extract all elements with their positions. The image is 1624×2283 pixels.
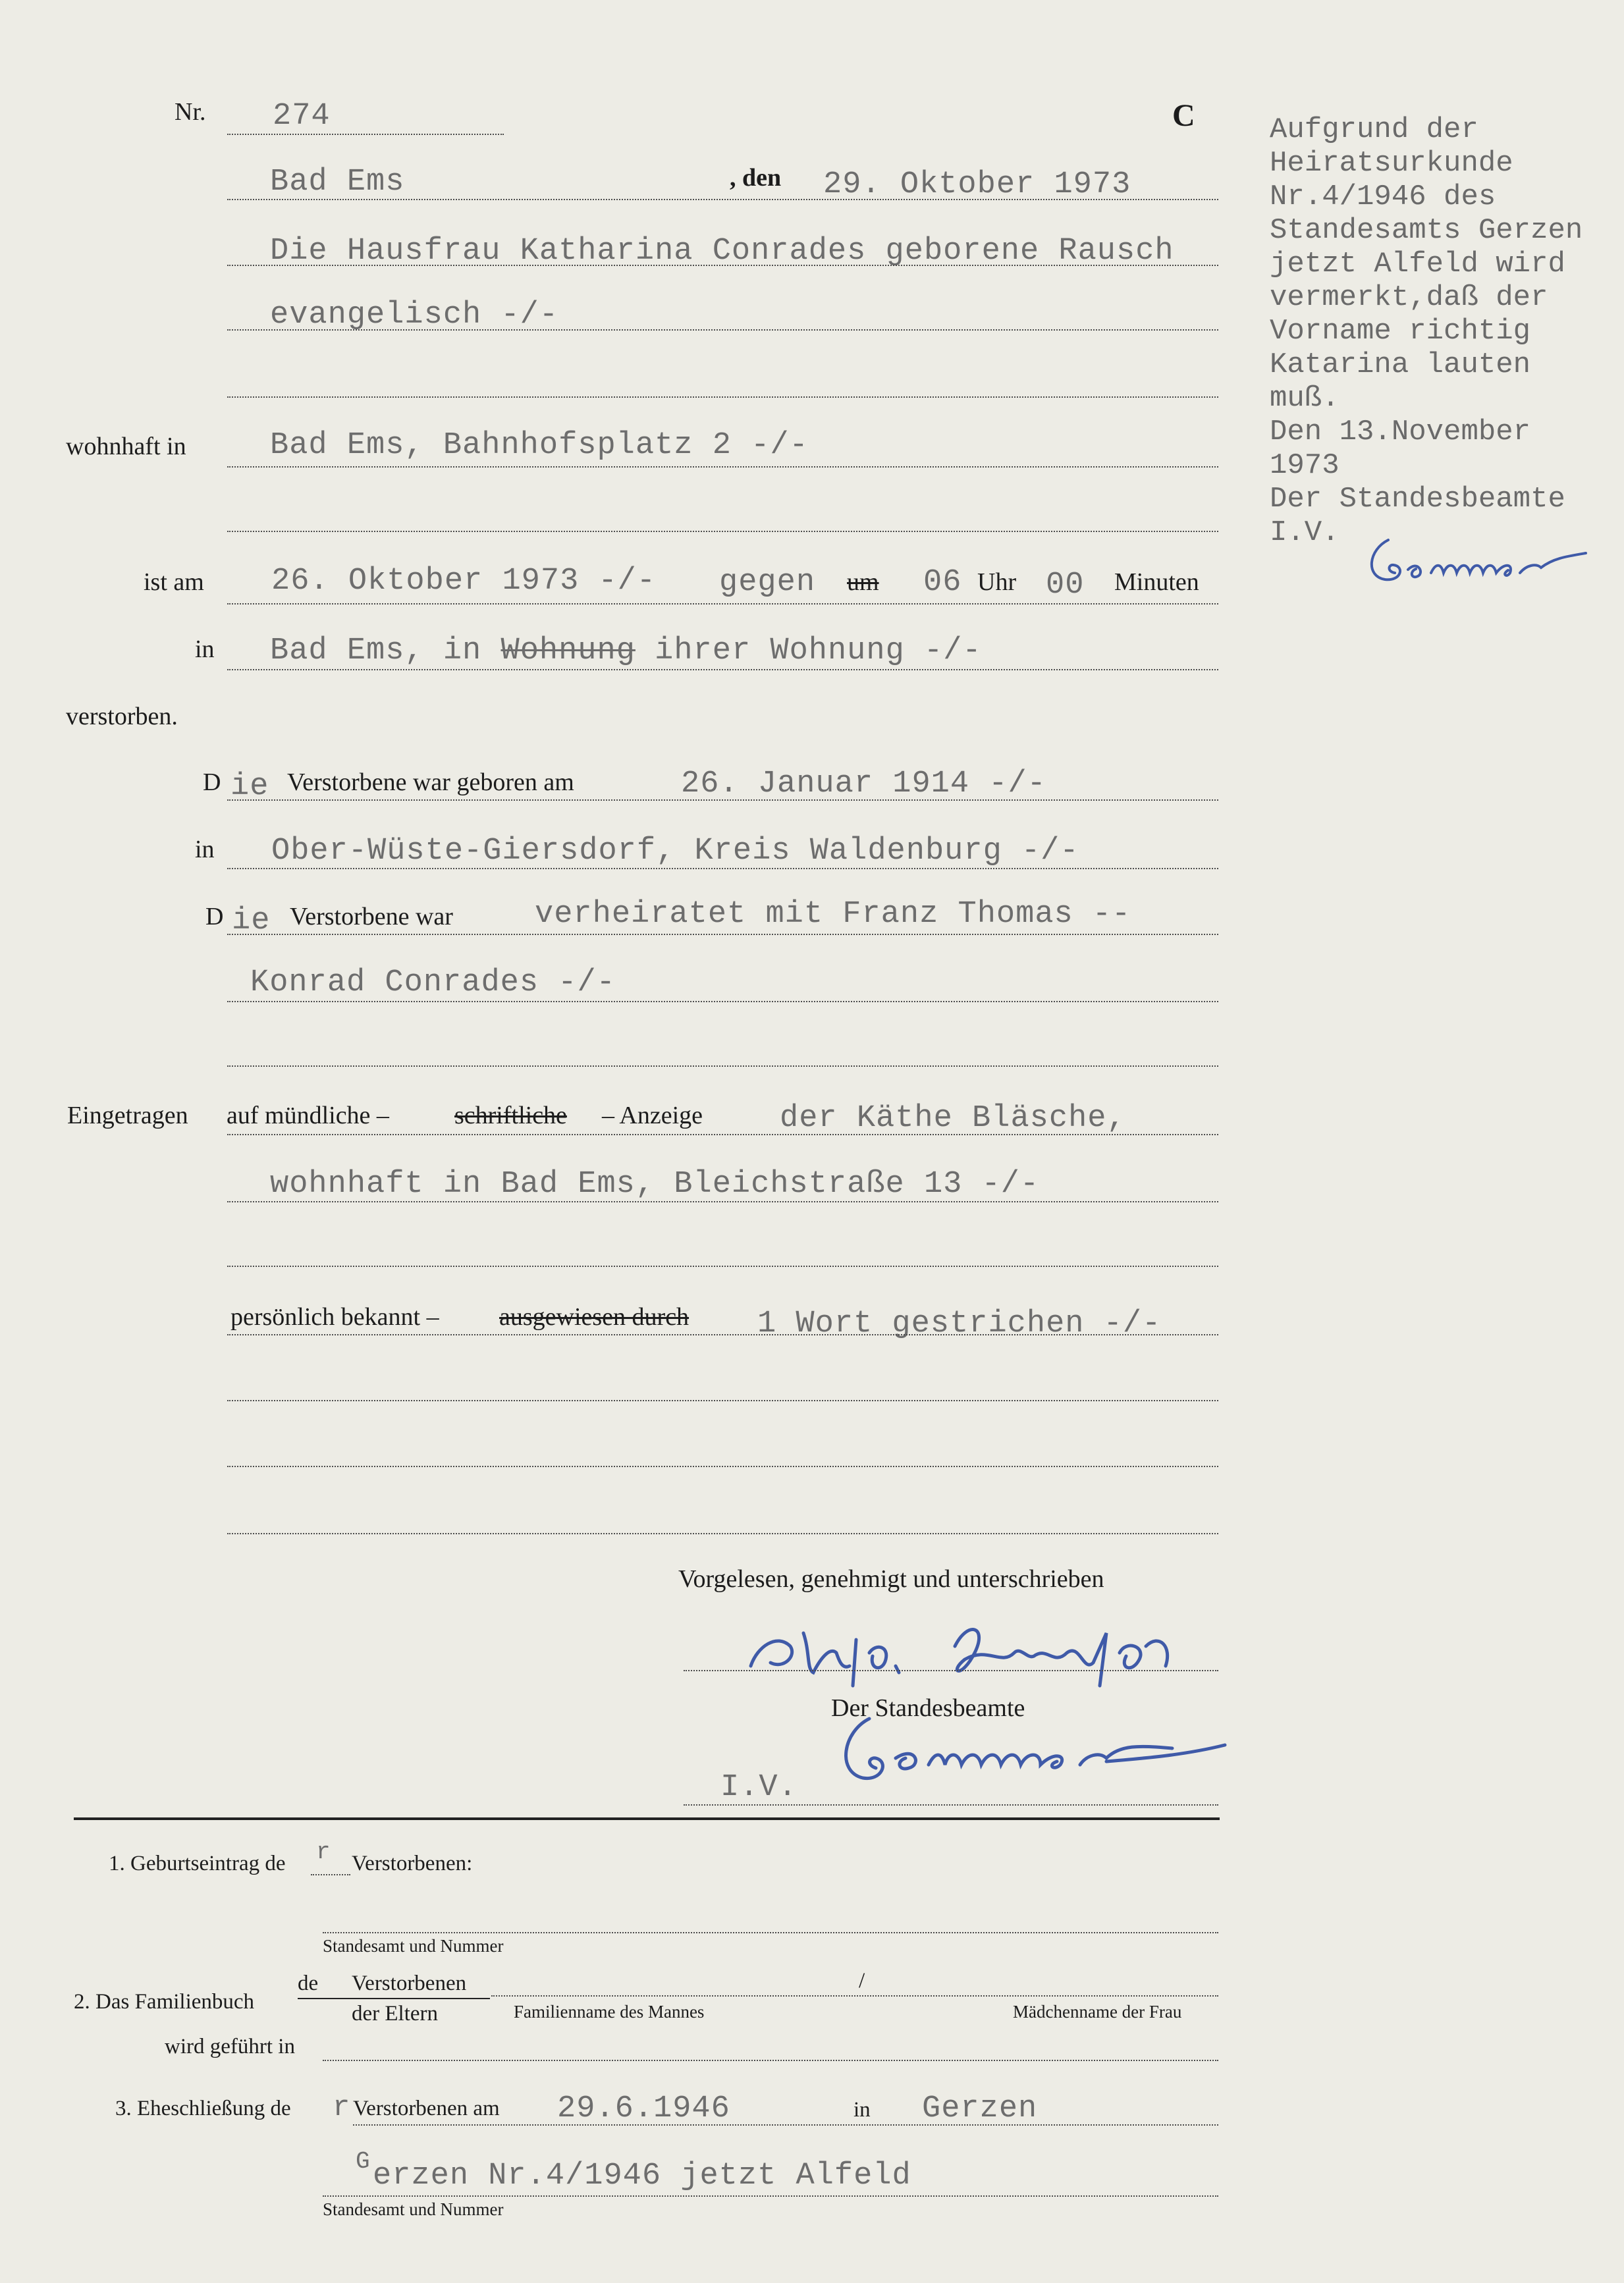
registration-written-struck: schriftliche [454,1102,567,1129]
place: Bad Ems [270,165,405,200]
standesamt-label-2: Standesamt und Nummer [323,2199,504,2219]
marriage-entry-rule [353,2124,1218,2126]
known-label: persönlich bekannt – [230,1303,439,1331]
marriage-d-suffix: ie [232,903,271,938]
blank-rule-2 [227,531,1218,532]
known-struck: ausgewiesen durch [499,1303,690,1331]
residence-label: wohnhaft in [66,433,186,460]
death-place-rule [227,669,1218,670]
birth-entry-label: 1. Geburtseintrag de [109,1852,286,1875]
margin-line: 1973 [1270,449,1340,482]
marriage-registry-g: G [356,2148,371,2175]
minuten-label: Minuten [1114,568,1199,596]
death-date: 26. Oktober 1973 -/- [271,564,657,599]
religion: evangelisch -/- [270,298,559,333]
marriage-registry-rule [323,2195,1218,2197]
maiden-name-label: Mädchenname der Frau [1013,2002,1182,2022]
death-minutes: 00 [1046,568,1085,603]
date-rule [227,199,1218,200]
informant-signature-rule [684,1670,1218,1671]
verstorben-label: verstorben. [66,703,178,730]
margin-signature [1362,527,1606,586]
birth-date-rule [227,799,1218,801]
death-date-rule [227,603,1218,604]
margin-line: Standesamts Gerzen [1270,214,1583,247]
register-letter: C [1172,98,1195,133]
informant-2: wohnhaft in Bad Ems, Bleichstraße 13 -/- [270,1167,1040,1202]
kept-in-label: wird geführt in [165,2035,295,2058]
blank-rule-4 [227,1266,1218,1267]
margin-line: vermerkt,daß der [1270,281,1548,314]
marriage-rule-1 [227,934,1218,935]
birth-label: Verstorbene war geboren am [287,768,574,796]
birth-place-rule [227,868,1218,869]
death-place-prefix: Bad Ems, in [270,633,482,668]
residence: Bad Ems, Bahnhofsplatz 2 -/- [270,428,809,463]
marriage-value-2: Konrad Conrades -/- [250,965,616,1000]
death-place-label: in [195,635,215,663]
marriage-registry: erzen Nr.4/1946 jetzt Alfeld [373,2159,911,2193]
birth-entry-rule [323,1932,1218,1933]
margin-line: Nr.4/1946 des [1270,180,1496,213]
family-book-slash: / [859,1969,865,1993]
blank-rule-1 [227,396,1218,398]
informant-rule-2 [227,1201,1218,1202]
marriage-label: Verstorbene war [290,903,453,930]
kept-in-rule [323,2060,1218,2061]
family-book-fraction-line [298,1998,490,1999]
birth-entry-suffix: Verstorbenen: [352,1852,473,1875]
marriage-entry-suffix: Verstorbenen am [353,2097,500,2120]
footer-divider [74,1817,1220,1820]
death-date-label: ist am [144,568,204,596]
entry-date: 29. Oktober 1973 [823,167,1131,202]
death-place [270,633,982,668]
margin-line: Aufgrund der [1270,113,1478,146]
marriage-entry-in: in [853,2098,871,2122]
registration-anzeige-label: – Anzeige [602,1102,703,1129]
blank-rule-6 [227,1466,1218,1467]
registration-label: Eingetragen [67,1102,188,1129]
margin-line: jetzt Alfeld wird [1270,248,1565,281]
iv-label: I.V. [720,1770,798,1805]
residence-rule [227,466,1218,468]
death-hour: 06 [923,565,962,600]
blank-rule-5 [227,1400,1218,1401]
birth-date: 26. Januar 1914 -/- [681,766,1046,801]
birth-d-letter: D [203,768,221,796]
marriage-entry-place: Gerzen [922,2091,1038,2126]
marriage-value-1: verheiratet mit Franz Thomas -- [535,897,1131,932]
name-rule [227,265,1218,266]
margin-line: Vorname richtig [1270,315,1531,348]
death-place-struck: Wohnung [501,633,636,668]
birth-place: Ober-Wüste-Giersdorf, Kreis Waldenburg -/- [271,834,1079,869]
nr-value: 274 [273,99,331,134]
husband-surname-label: Familienname des Mannes [514,2002,705,2022]
margin-line: Den 13.November [1270,416,1531,448]
margin-note [1270,113,1583,550]
uhr-label: Uhr [977,568,1017,596]
margin-line: Katarina lauten [1270,348,1531,381]
birth-d-suffix: ie [230,769,269,804]
margin-line: I.V. [1270,516,1340,549]
informant-rule-1 [227,1134,1218,1135]
den-label: , den [730,164,782,192]
birth-place-label: in [195,836,215,863]
person-name-line: Die Hausfrau Katharina Conrades geborene Rausch [270,234,1174,269]
registrar-signature [830,1699,1238,1798]
nr-rule [227,134,504,135]
margin-line: muß. [1270,382,1340,415]
marriage-entry-label: 3. Eheschließung de [115,2097,291,2120]
read-approved-label: Vorgelesen, genehmigt und unterschrieben [678,1565,1104,1593]
nr-label: Nr. [175,98,206,126]
registrar-label: Der Standesbeamte [831,1694,1025,1722]
family-book-deceased: Verstorbenen [352,1972,467,1995]
marriage-rule-2 [227,1001,1218,1002]
margin-line: Der Standesbeamte [1270,483,1565,516]
family-book-parents: der Eltern [352,2002,439,2026]
marriage-d-letter: D [205,903,224,930]
birth-entry-r-rule [311,1874,350,1875]
marriage-entry-date: 29.6.1946 [557,2091,730,2126]
margin-line: Heiratsurkunde [1270,147,1513,180]
standesamt-label-1: Standesamt und Nummer [323,1936,504,1956]
religion-rule [227,329,1218,331]
struck-note: 1 Wort gestrichen -/- [757,1306,1162,1341]
family-book-de: de [298,1972,319,1995]
registrar-signature-rule [684,1804,1218,1806]
known-rule [227,1334,1218,1335]
death-gegen: gegen [719,565,816,600]
blank-rule-7 [227,1533,1218,1534]
blank-rule-3 [227,1065,1218,1067]
family-book-label: 2. Das Familienbuch [74,1990,255,2014]
registration-oral-label: auf mündliche – [227,1102,389,1129]
marriage-entry-r: r [333,2091,351,2124]
death-place-suffix: ihrer Wohnung -/- [655,633,982,668]
family-book-rule [491,1995,1218,1997]
informant-1: der Käthe Bläsche, [780,1101,1126,1136]
um-label: um [847,568,879,596]
informant-signature [738,1607,1199,1699]
birth-entry-r: r [316,1839,331,1866]
